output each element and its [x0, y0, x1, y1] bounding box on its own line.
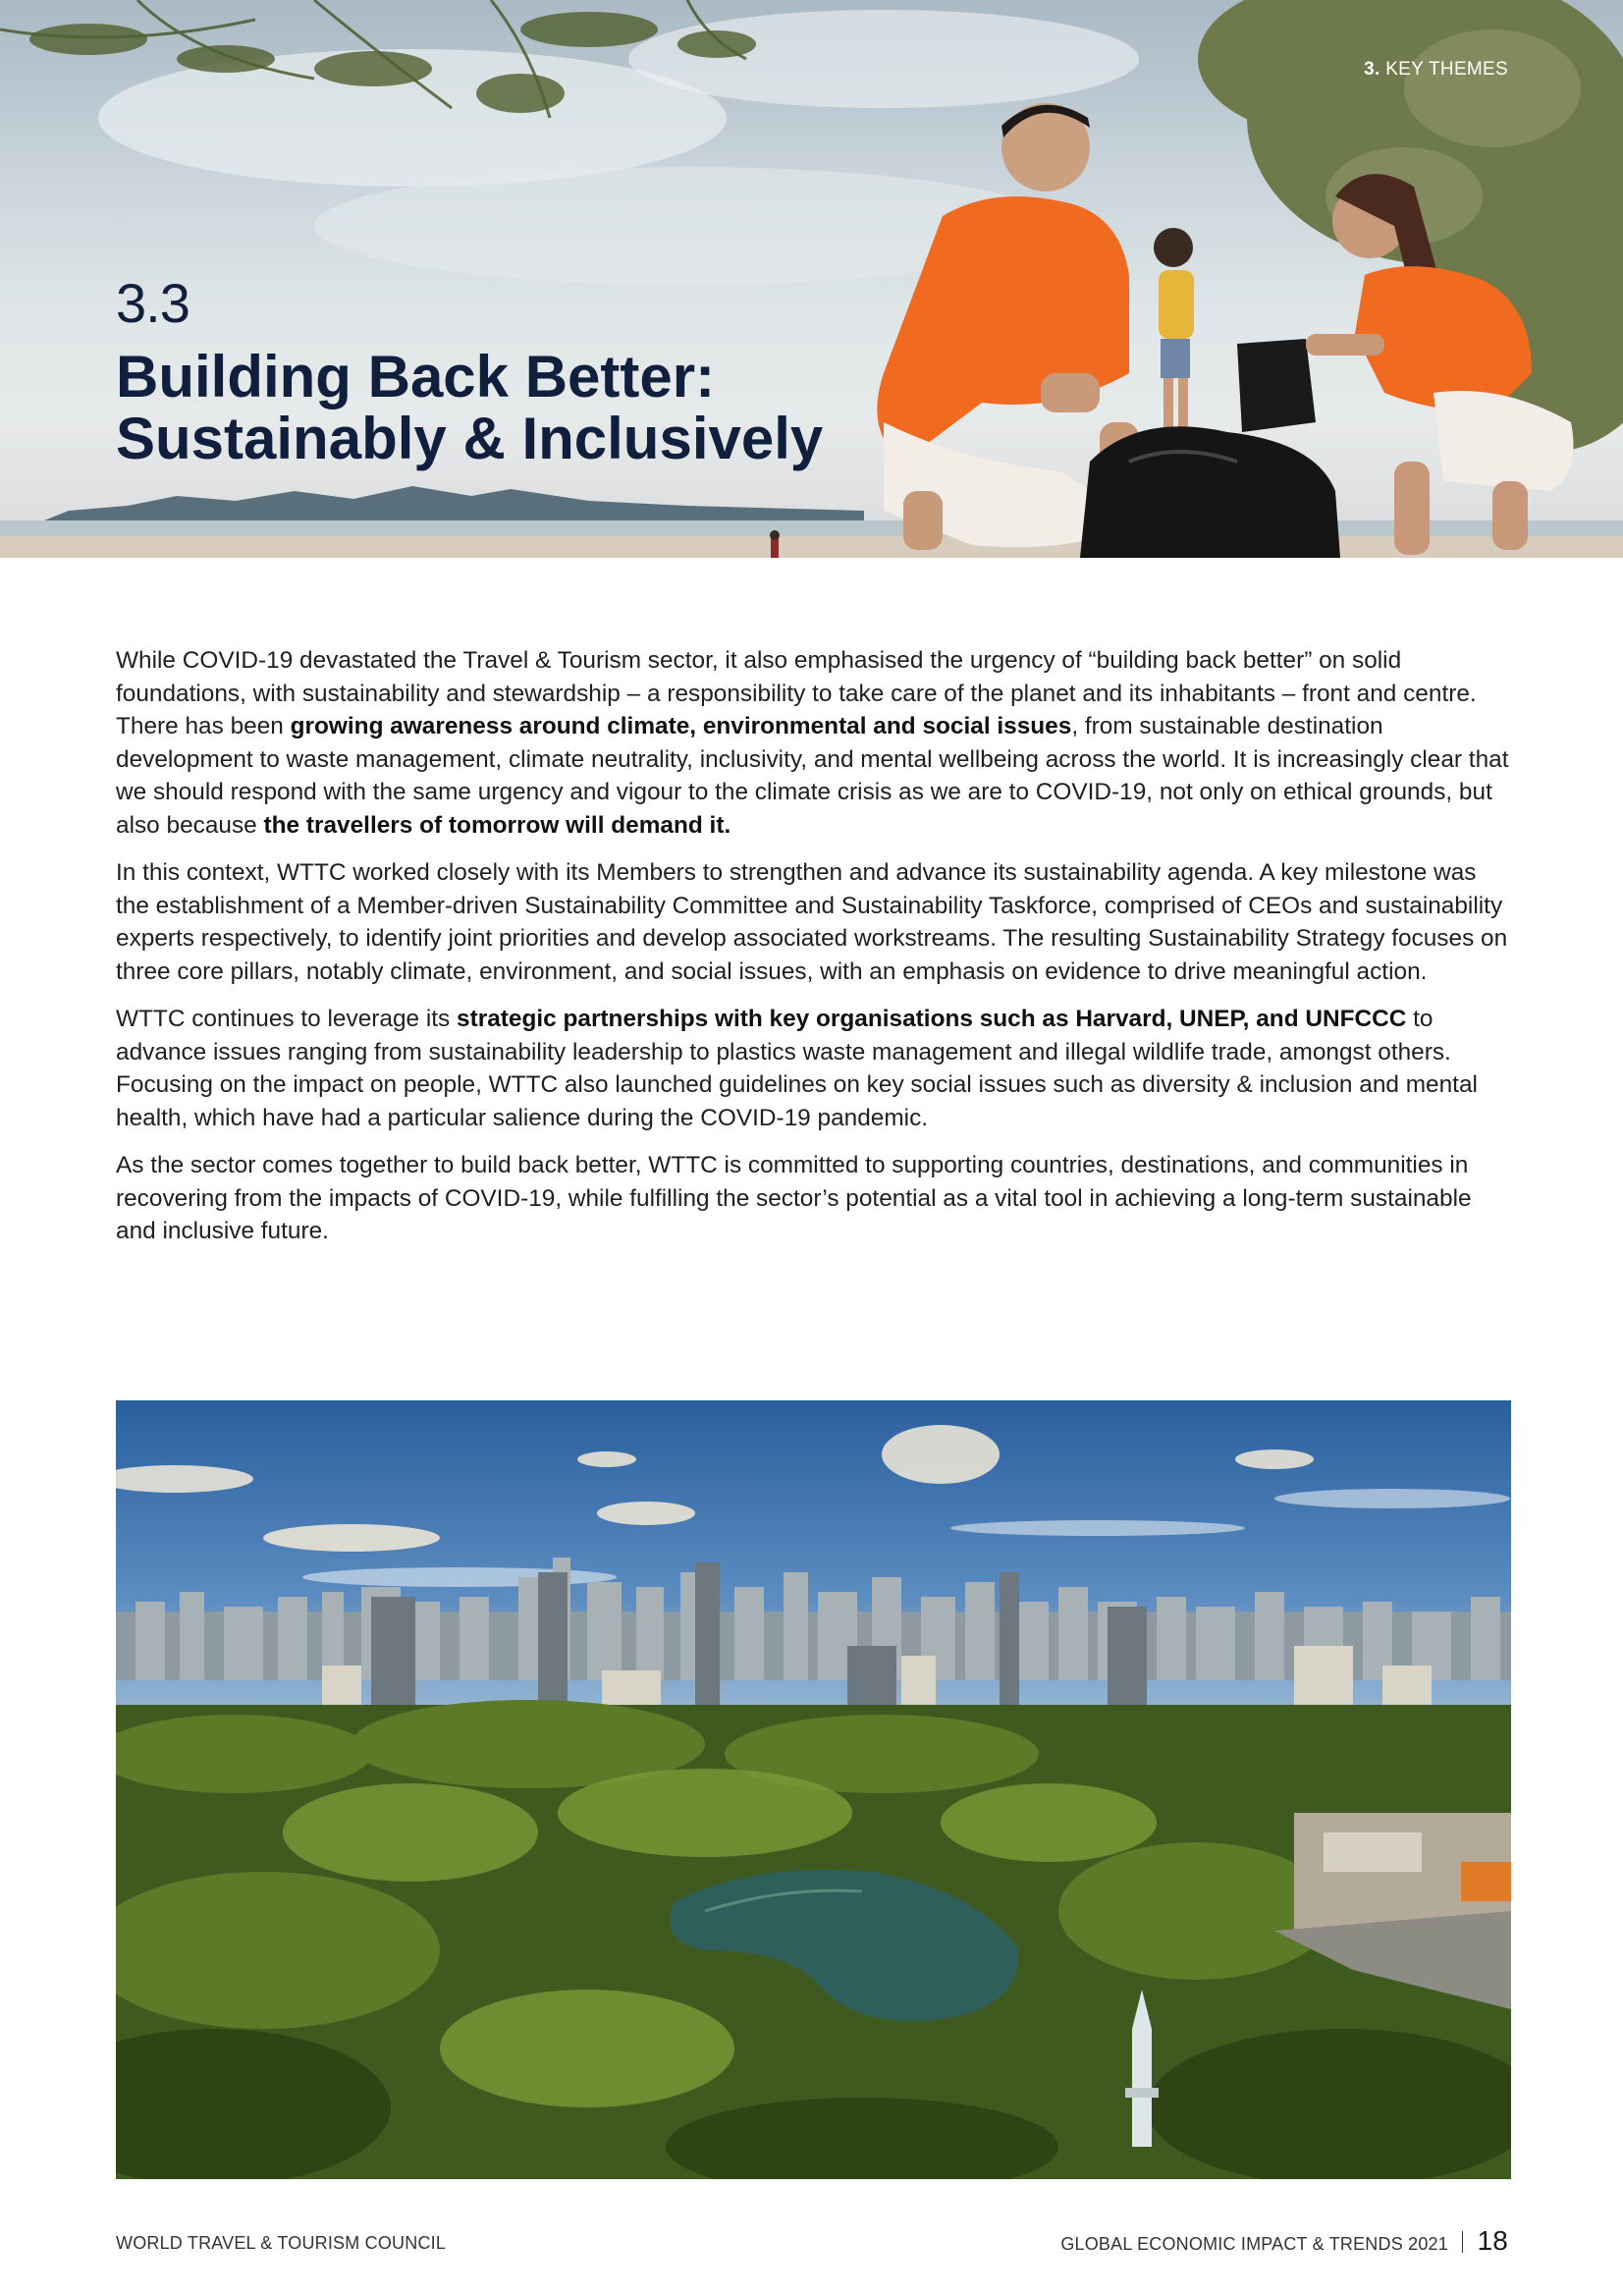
breadcrumb-label: KEY THEMES	[1385, 59, 1508, 80]
paragraph-4: As the sector comes together to build back better, WTTC is committed to supporting countries, destinations, and communities in recovering from the impacts of COVID-19, while fulfilling the sector’s potential as a vital tool in achieving a long-term sustainable and inclusive future.	[116, 1152, 1472, 1244]
paragraph-3-highlight: strategic partnerships with key organisations such as Harvard, UNEP, and UNFCCC	[457, 1006, 1407, 1032]
paragraph-1-highlight-a: growing awareness around climate, environmental and social issues	[290, 713, 1072, 739]
paragraph-3	[116, 1003, 1510, 1134]
hero-banner	[0, 0, 1623, 558]
paragraph-1-text-b: , from sustainable destination development to waste management, climate neutrality, inclusivity, and mental wellbeing across the world. It is increasingly clear that we should respond with the same urgency and vigour to the climate crisis as we are to COVID-19, not only on ethical grounds, but also because	[116, 713, 1509, 839]
volunteers-beach-cleanup-photo	[0, 0, 1623, 558]
section-number: 3.3	[116, 272, 189, 334]
paragraph-1-highlight-b: the travellers of tomorrow will demand it.	[263, 811, 731, 839]
page-number: 18	[1477, 2225, 1508, 2256]
footer-divider	[1462, 2231, 1464, 2253]
footer-report-title: GLOBAL ECONOMIC IMPACT & TRENDS 2021	[1060, 2234, 1448, 2254]
page-title-line-1: Building Back Better:	[116, 344, 716, 410]
paragraph-1	[116, 644, 1510, 842]
paragraph-3-text-a: WTTC continues to leverage its	[116, 1006, 458, 1032]
city-park-aerial-photo	[116, 1400, 1511, 2179]
breadcrumb-number: 3.	[1364, 59, 1380, 80]
city-park-illustration	[116, 1400, 1511, 2179]
article-body	[116, 644, 1510, 1263]
page-title-line-2: Sustainably & Inclusively	[116, 406, 824, 471]
page-title	[116, 346, 862, 469]
paragraph-3-text-b: to advance issues ranging from sustainability leadership to plastics waste management and illegal wildlife trade, amongst others. Focusing on the impact on people, WTTC also launched guidelines on key social issues such as diversity & inclusion and mental health, which have had a particular salience during the COVID-19 pandemic.	[116, 1006, 1478, 1131]
breadcrumb	[1364, 59, 1508, 81]
paragraph-1-text-a: While COVID-19 devastated the Travel & Tourism sector, it also emphasised the urgency of “building back better” on solid foundations, with sustainability and stewardship – a responsibility to take care of the planet and its inhabitants – front and centre. There has been	[116, 647, 1477, 739]
footer-publication	[1060, 2225, 1508, 2257]
footer-organization: WORLD TRAVEL & TOURISM COUNCIL	[116, 2233, 447, 2253]
paragraph-2: In this context, WTTC worked closely with its Members to strengthen and advance its sustainability agenda. A key milestone was the establishment of a Member-driven Sustainability Committee and Sustainability Taskforce, comprised of CEOs and sustainability experts respectively, to identify joint priorities and develop associated workstreams. The resulting Sustainability Strategy focuses on three core pillars, notably climate, environment, and social issues, with an emphasis on evidence to drive meaningful action.	[116, 859, 1508, 985]
